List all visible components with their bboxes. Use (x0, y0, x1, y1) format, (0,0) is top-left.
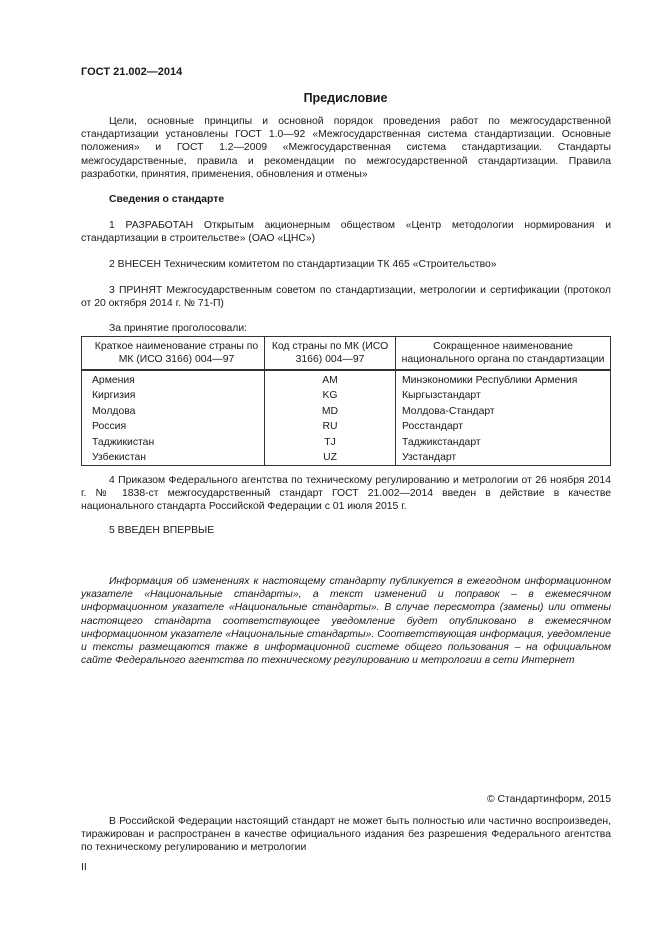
country-name-cell: Молдова (82, 404, 265, 419)
national-body-cell: Таджикстандарт (396, 435, 611, 450)
item-3-adopted: 3 ПРИНЯТ Межгосударственным советом по стандартизации, метрологии и сертификации (протокол от 20 октября 2014 г. № 71-П) (81, 285, 611, 310)
table-header-cell: Краткое наименование страны по МК (ИСО 3166) 004—97 (82, 337, 265, 371)
national-body-cell: Минэкономики Республики Армения (396, 370, 611, 388)
country-code-cell: TJ (265, 435, 396, 450)
item-4-order: 4 Приказом Федерального агентства по техническому регулированию и метрологии от 26 ноября 2014 г. № 1838-ст межгосударственный стандарт ГОСТ 21.002—2014 введен в действие в качестве национального стандарта Российской Федерации с 01 июля 2015 г. (81, 475, 611, 513)
country-code-cell: UZ (265, 450, 396, 466)
table-row (82, 435, 611, 450)
country-name-cell: Киргизия (82, 388, 265, 403)
item-2-introduced: 2 ВНЕСЕН Техническим комитетом по стандартизации ТК 465 «Строительство» (109, 259, 497, 270)
intro-paragraph: Цели, основные принципы и основной порядок проведения работ по межгосударственной стандартизации установлены ГОСТ 1.0—92 «Межгосударственная система стандартизации. Основные положения» и ГОСТ 1.2—2009 «Межгосударственная система стандартизации. Стандарты межгосударственные, правила и рекомендации по межгосударственной стандартизации. Правила разработки, принятия, применения, обновления и отмены» (81, 116, 611, 180)
item-1-developed: 1 РАЗРАБОТАН Открытым акционерным обществом «Центр методологии нормирования и стандартизации в строительстве» (ОАО «ЦНС») (81, 220, 611, 245)
document-id-header: ГОСТ 21.002—2014 (81, 66, 183, 78)
table-header-cell: Сокращенное наименование национального органа по стандартизации (396, 337, 611, 371)
change-information-notice: Информация об изменениях к настоящему стандарту публикуется в ежегодном информационном указателе «Национальные стандарты», а текст изменений и поправок – в ежемесячном информационном указателе «Национальные стандарты». В случае пересмотра (замены) или отмены настоящего стандарта соответствующее уведомление будет опубликовано в ежемесячном информационном указателе «Национальные стандарты». Соответствующая информация, уведомление и тексты размещаются также в информационной системе общего пользования – на официальном сайте Федерального агентства по техническому регулированию и метрологии в сети Интернет (81, 576, 611, 667)
country-name-cell: Таджикистан (82, 435, 265, 450)
table-row (82, 450, 611, 466)
national-body-cell: Кыргызстандарт (396, 388, 611, 403)
country-name-cell: Россия (82, 419, 265, 434)
national-body-cell: Росстандарт (396, 419, 611, 434)
national-body-cell: Молдова-Стандарт (396, 404, 611, 419)
country-name-cell: Армения (82, 370, 265, 388)
table-header-row (82, 337, 611, 371)
table-row (82, 419, 611, 434)
item-5-first-introduced: 5 ВВЕДЕН ВПЕРВЫЕ (109, 525, 215, 536)
table-row (82, 404, 611, 419)
page-title: Предисловие (303, 91, 388, 105)
table-row (82, 370, 611, 388)
country-code-cell: RU (265, 419, 396, 434)
vote-intro: За принятие проголосовали: (109, 323, 248, 334)
reproduction-notice: В Российской Федерации настоящий стандарт не может быть полностью или частично воспроизведен, тиражирован и распространен в качестве официального издания без разрешения Федерального агентства по техническому регулированию и метрологии (81, 816, 611, 854)
country-code-cell: KG (265, 388, 396, 403)
section-heading: Сведения о стандарте (109, 194, 225, 205)
country-name-cell: Узбекистан (82, 450, 265, 466)
voting-table (81, 336, 611, 466)
national-body-cell: Узстандарт (396, 450, 611, 466)
country-code-cell: MD (265, 404, 396, 419)
table-header-cell: Код страны по МК (ИСО 3166) 004—97 (265, 337, 396, 371)
copyright-notice: © Стандартинформ, 2015 (486, 794, 611, 805)
country-code-cell: AM (265, 370, 396, 388)
table-row (82, 388, 611, 403)
page-number: II (81, 862, 87, 873)
